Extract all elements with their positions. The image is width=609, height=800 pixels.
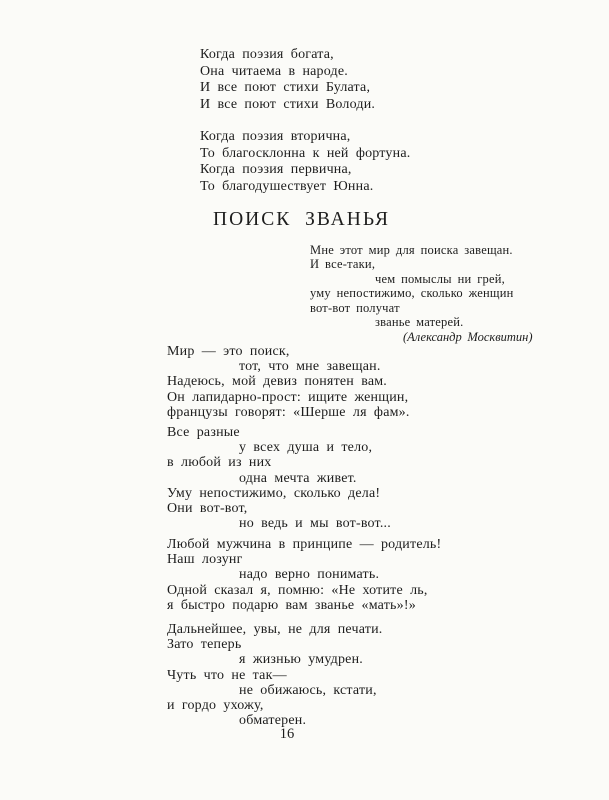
poem-stanza-4 bbox=[167, 622, 383, 728]
poem-line: Когда поэзия богата, bbox=[200, 47, 334, 62]
epigraph-lines bbox=[310, 243, 533, 329]
epigraph-line: Мне этот мир для поиска завещан. bbox=[310, 243, 513, 257]
front-poem-stanza-2 bbox=[200, 129, 410, 195]
epigraph-attribution: (Александр Москвитин) bbox=[403, 329, 533, 344]
poem-line: Когда поэзия первична, bbox=[200, 162, 352, 177]
poem-stanza-1 bbox=[167, 344, 410, 420]
poem-line: Дальнейшее, увы, не для печати. bbox=[167, 622, 383, 637]
poem-line: обматерен. bbox=[239, 713, 307, 729]
poem-line: Наш лозунг bbox=[167, 552, 243, 568]
poem-line: То благодушествует Юнна. bbox=[200, 178, 374, 194]
poem-line: тот, что мне завещан. bbox=[239, 359, 381, 375]
page-number: 16 bbox=[279, 726, 295, 742]
poem-line: я жизнью умудрен. bbox=[239, 652, 363, 668]
epigraph-line: чем помыслы ни грей, bbox=[375, 271, 505, 286]
poem-line: и гордо ухожу, bbox=[167, 698, 264, 714]
poem-stanza-2 bbox=[167, 425, 391, 531]
poem-line: Он лапидарно-прост: ищите женщин, bbox=[167, 389, 409, 405]
poem-line: не обижаюсь, кстати, bbox=[239, 682, 377, 698]
poem-line: И все поют стихи Булата, bbox=[200, 80, 371, 95]
poem-line: одна мечта живет. bbox=[239, 470, 357, 486]
poem-line: Уму непостижимо, сколько дела! bbox=[167, 485, 381, 501]
epigraph-line: званье матерей. bbox=[375, 315, 464, 330]
poem-line: Она читаема в народе. bbox=[200, 63, 348, 79]
front-poem-stanza-1 bbox=[200, 47, 375, 113]
poem-line: надо верно понимать. bbox=[239, 567, 380, 583]
epigraph-line: вот-вот получат bbox=[310, 300, 400, 315]
poem-stanza-3 bbox=[167, 537, 441, 613]
poem-line: Все разные bbox=[167, 425, 240, 440]
poem-line: у всех душа и тело, bbox=[239, 440, 373, 456]
poem-line: но ведь и мы вот-вот... bbox=[239, 516, 391, 532]
poem-epigraph bbox=[310, 243, 533, 344]
poem-line: То благосклонна к ней фортуна. bbox=[200, 145, 411, 161]
poem-line: Мир — это поиск, bbox=[167, 344, 290, 359]
epigraph-line: уму непостижимо, сколько женщин bbox=[310, 286, 514, 301]
poem-line: Чуть что не так— bbox=[167, 667, 287, 683]
poem-line: И все поют стихи Володи. bbox=[200, 96, 376, 112]
poem-line: Одной сказал я, помню: «Не хотите ль, bbox=[167, 582, 428, 598]
poem-line: Они вот-вот, bbox=[167, 501, 248, 517]
poem-title: ПОИСК ЗВАНЬЯ bbox=[213, 209, 391, 230]
poem-line: французы говорят: «Шерше ля фам». bbox=[167, 404, 410, 420]
poem-line: в любой из них bbox=[167, 455, 272, 471]
poem-line: Надеюсь, мой девиз понятен вам. bbox=[167, 374, 387, 390]
poem-line: Когда поэзия вторична, bbox=[200, 129, 351, 144]
poem-line: Любой мужчина в принципе — родитель! bbox=[167, 537, 442, 552]
poem-line: я быстро подарю вам званье «мать»!» bbox=[167, 597, 416, 613]
epigraph-line: И все-таки, bbox=[310, 257, 376, 272]
poem-line: Зато теперь bbox=[167, 637, 242, 653]
